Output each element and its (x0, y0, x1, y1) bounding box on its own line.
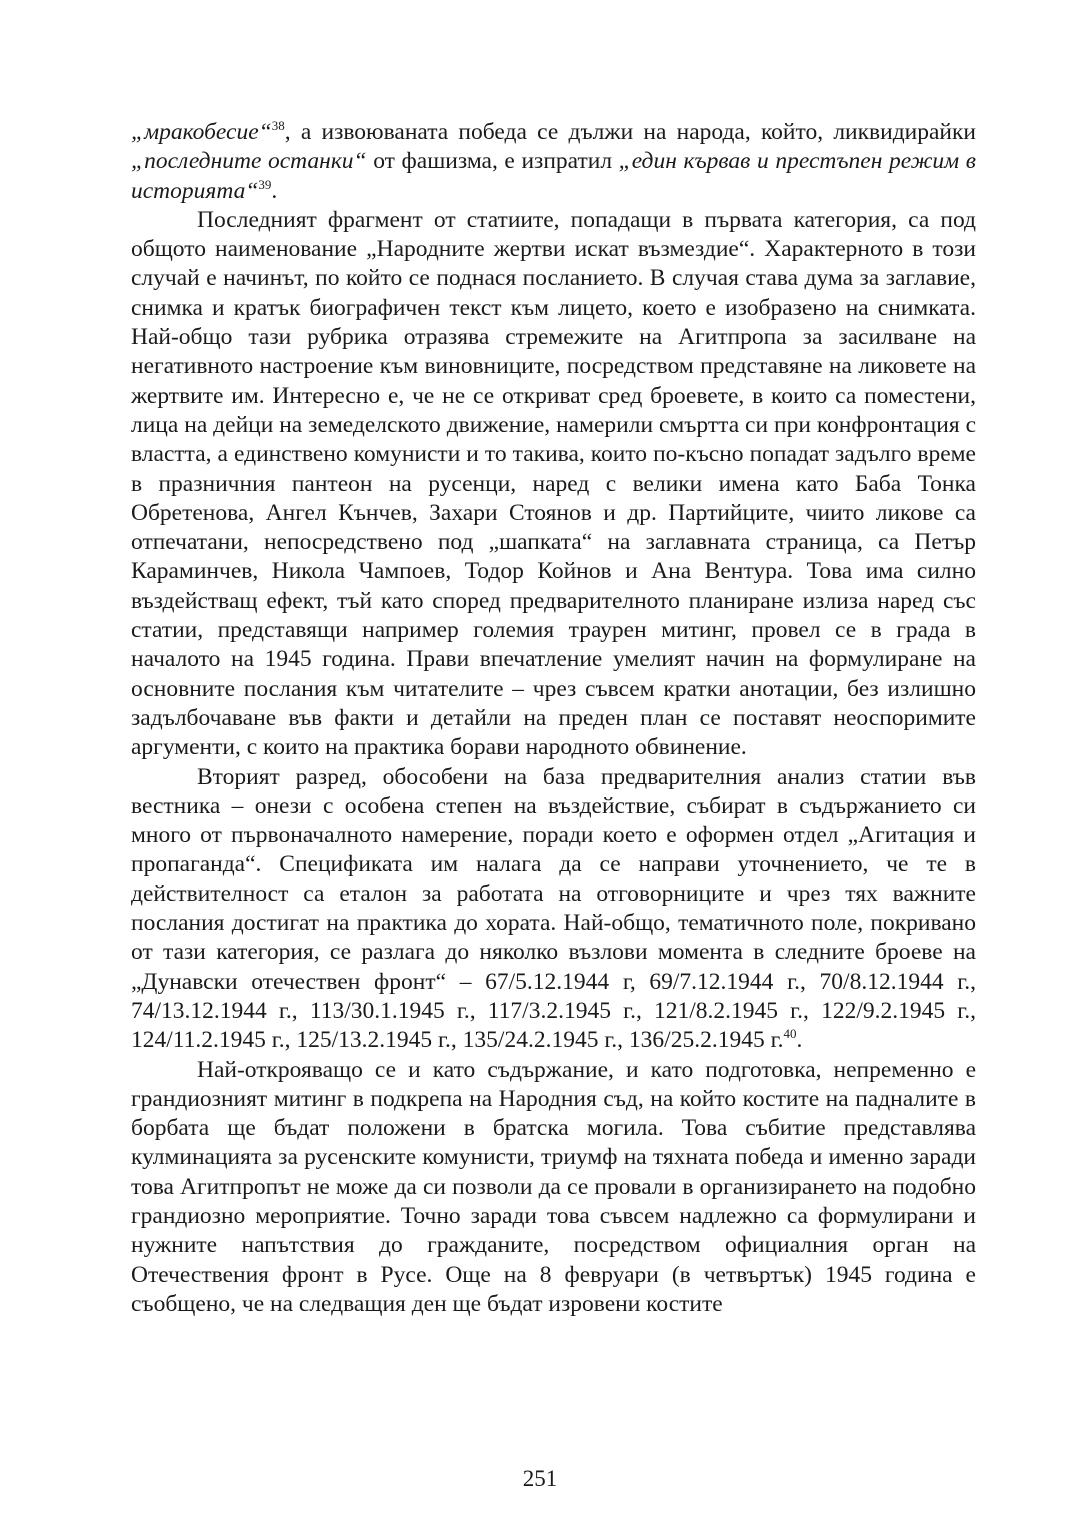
paragraph-3-text: Вторият разред, обособени на база предварителния анализ статии във вестника – онези с особена степен на въздействие, събират в съдържанието си много от първоначалното намерение, поради което е оформен отдел „Агитация и пропаганда“. Спецификата им налага да се направи уточнението, че те в действителност са еталон за работата на отговорниците и чрез тях важните послания достигат на практика до хората. Най-общо, тематичното поле, покривано от тази категория, се разлага до няколко възлови момента в следните броеве на „Дунавски отечествен фронт“ – 67/5.12.1944 г, 69/7.12.1944 г., 70/8.12.1944 г., 74/13.12.1944 г., 113/30.1.1945 г., 117/3.2.1945 г., 121/8.2.1945 г., 122/9.2.1945 г., 124/11.2.1945 г., 125/13.2.1945 г., 135/24.2.1945 г., 136/25.2.1945 г. (131, 763, 976, 1054)
paragraph-2: Последният фрагмент от статиите, попадащи в първата категория, са под общото наименование „Народните жертви искат възмездие“. Характерното в този случай е начинът, по който се поднася посланието. В случая става дума за заглавие, снимка и кратък биографичен текст към лицето, което е изобразено на снимката. Най-общо тази рубрика отразява стремежите на Агитпропа за засилване на негативното настроение към виновниците, посредством представяне на ликовете на жертвите им. Интересно е, че не се откриват сред броевете, в които са поместени, лица на дейци на земеделското движение, намерили смъртта си при конфронтация с властта, а единствено комунисти и то такива, които по-късно попадат задълго време в празничния пантеон на русенци, наред с велики имена като Баба Тонка Обретенова, Ангел Кънчев, Захари Стоянов и др. Партийците, чиито ликове са отпечатани, непосредствено под „шапката“ на заглавната страница, са Петър Караминчев, Никола Чампоев, Тодор Койнов и Ана Вентура. Това има силно въздействащ ефект, тъй като според предварителното планиране излиза наред със статии, представящи например големия траурен митинг, провел се в града в началото на 1945 година. Прави впечатление умелият начин на формулиране на основните послания към читателите – чрез съвсем кратки анотации, без излишно задълбочаване във факти и детайли на преден план се поставят неоспоримите аргументи, с които на практика борави народното обвинение. (131, 206, 976, 761)
paragraph-1-text-a: , а извоюваната победа се дължи на народа, който, ликвидирайки (284, 119, 976, 145)
page-number: 251 (522, 1466, 558, 1491)
paragraph-3-end: . (796, 1027, 803, 1054)
footnote-ref-38[interactable]: 38 (271, 118, 285, 133)
quote-kurvav-rezhim: „един кървав и престъпен режим в историята“ (131, 148, 976, 204)
paragraph-1-end: . (271, 177, 278, 204)
paragraph-4: Най-открояващо се и като съдържание, и като подготовка, непременно е грандиозният митинг в подкрепа на Народния съд, на който костите на падналите в борбата ще бъдат положени в братска могила. Това събитие представлява кулминацията за русенските комунисти, триумф на тяхната победа и именно заради това Агитпропът не може да си позволи да се провали в организирането на подобно грандиозно мероприятие. Точно заради това съвсем надлежно са формулирани и нужните напътствия до гражданите, посредством официалния орган на Отечествения фронт в Русе. Още на 8 февруари (в четвъртък) 1945 година е съобщено, че на следващия ден ще бъдат изровени костите (131, 1056, 976, 1317)
page-body (131, 118, 976, 1319)
paragraph-3 (131, 763, 976, 1056)
footnote-ref-39[interactable]: 39 (258, 176, 272, 192)
footnote-ref-40[interactable]: 40 (783, 1026, 797, 1042)
quote-mrakobesie: „мракобесие“ (131, 119, 272, 145)
paragraph-1-text-b: от фашизма, е изпратил (366, 148, 619, 175)
quote-poslednite-ostanki: „последните останки“ (131, 148, 367, 175)
paragraph-1 (131, 118, 976, 206)
